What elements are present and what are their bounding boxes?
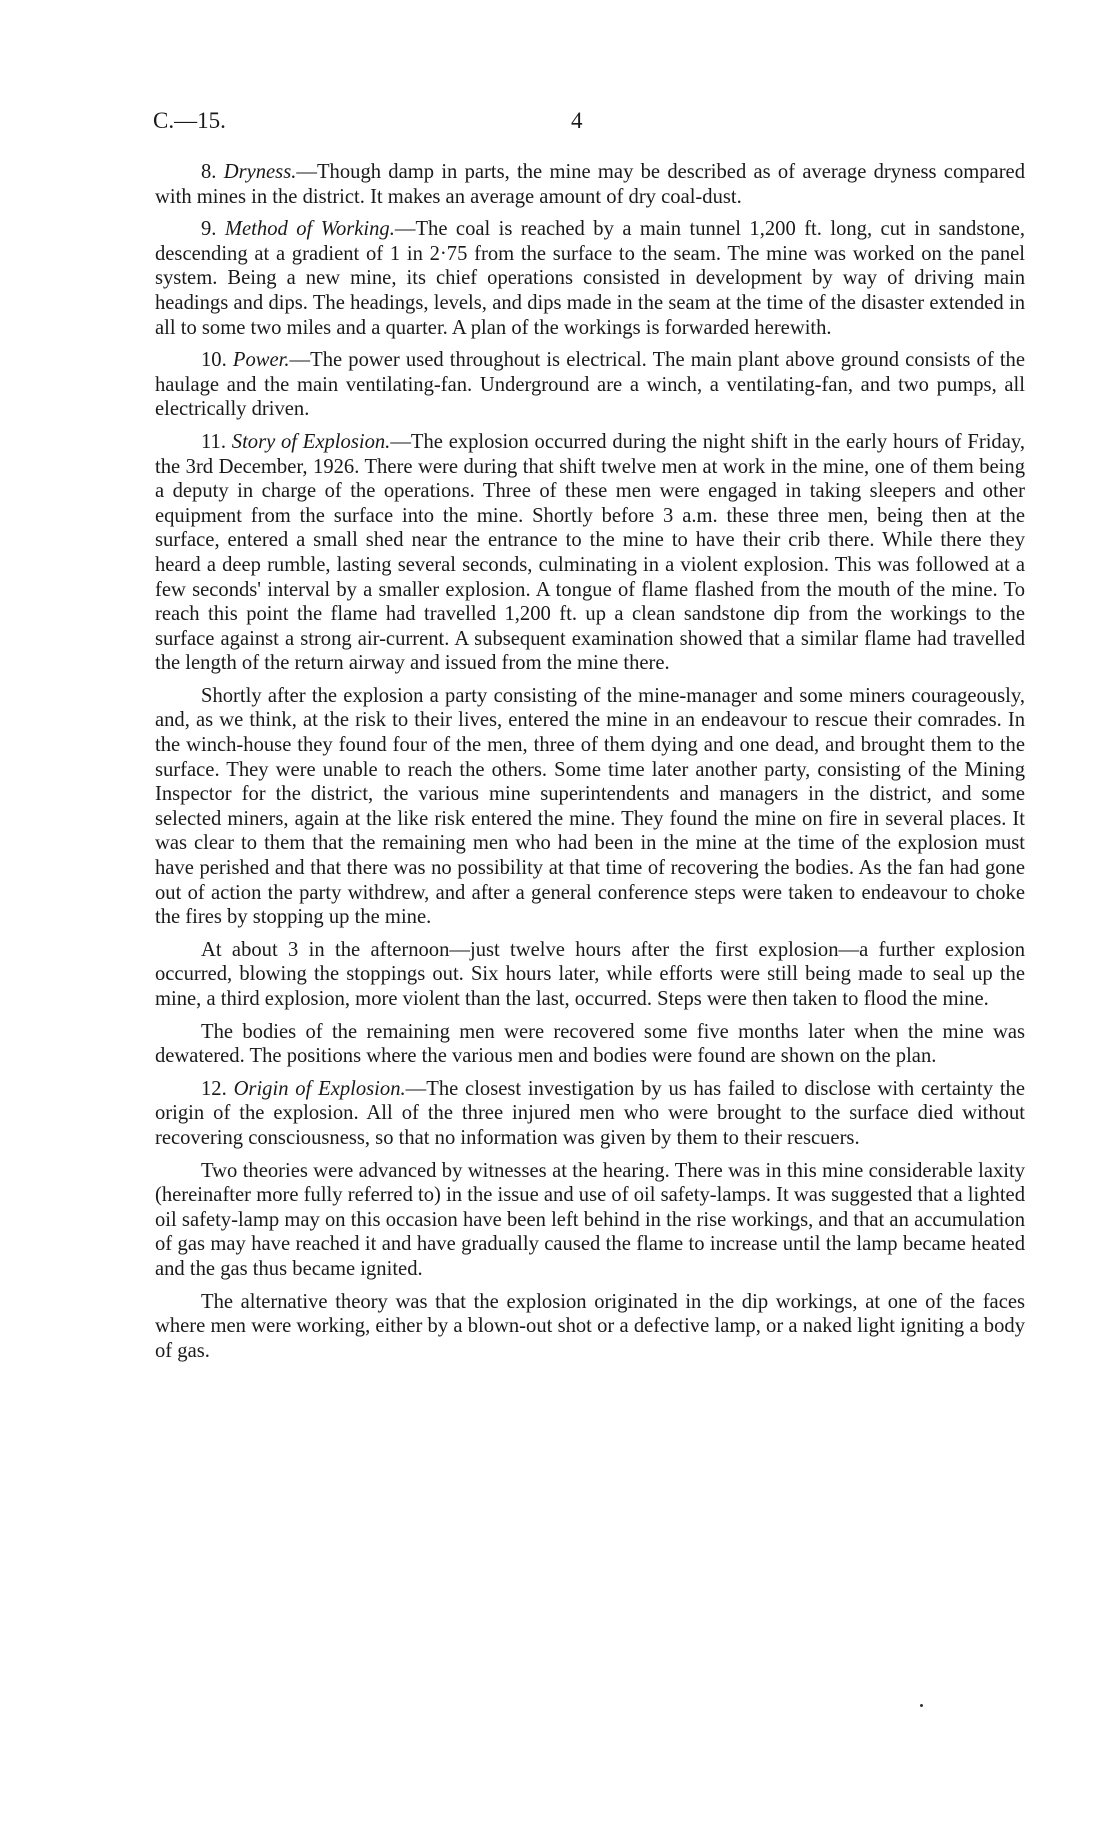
paragraph-dryness bbox=[155, 160, 1025, 209]
section-number: 12. bbox=[201, 1077, 227, 1100]
paragraph-text: —The power used throughout is electrical. The main plant above ground consists of the haulage and the main ventilating-fan. Underground are a winch, a ventilating-fan, and two pumps, all electrically driven. bbox=[155, 349, 1025, 421]
paragraph-text: At about 3 in the afternoon—just twelve hours after the first explosion—a further explosion occurred, blowing the stoppings out. Six hours later, while efforts were still being made to seal up the mine, a third explosion, more violent than the last, occurred. Steps were then taken to flood the mine. bbox=[155, 938, 1025, 1010]
section-number: 9. bbox=[201, 218, 217, 241]
section-number: 10. bbox=[201, 349, 227, 372]
section-heading: Power. bbox=[232, 349, 290, 372]
document-reference: C.—15. bbox=[153, 108, 226, 133]
paragraph-bodies-recovered bbox=[155, 1020, 1025, 1069]
section-heading: Story of Explosion. bbox=[231, 430, 391, 453]
paragraph-power bbox=[155, 348, 1025, 422]
page-header bbox=[153, 108, 983, 138]
paragraph-method-of-working bbox=[155, 217, 1025, 340]
document-body bbox=[155, 160, 1025, 1371]
paragraph-text: —Though damp in parts, the mine may be described as of average dryness compared with mines in the district. It makes an average amount of dry coal-dust. bbox=[155, 161, 1025, 208]
paragraph-story-of-explosion bbox=[155, 430, 1025, 676]
section-number: 11. bbox=[201, 430, 226, 453]
paragraph-text: The bodies of the remaining men were recovered some five months later when the mine was dewatered. The positions where the various men and bodies were found are shown on the plan. bbox=[155, 1020, 1025, 1068]
paragraph-text: —The explosion occurred during the night shift in the early hours of Friday, the 3rd December, 1926. There were during that shift twelve men at work in the mine, one of them being a deputy in charge of the operations. Three of these men were engaged in taking sleepers and other equipment from the surface into the mine. Shortly before 3 a.m. these three men, being then at the surface, entered a small shed near the entrance to the mine to have their crib there. While there they heard a deep rumble, lasting several seconds, culminating in a violent explosion. This was followed at a few seconds' interval by a smaller explosion. A tongue of flame flashed from the mouth of the mine. To reach this point the flame had travelled 1,200 ft. up a clean sandstone dip from the workings to the surface against a strong air-current. A subsequent examination showed that a similar flame had travelled the length of the return airway and issued from the mine there. bbox=[155, 430, 1025, 675]
paragraph-rescue-attempt bbox=[155, 684, 1025, 930]
page-number: 4 bbox=[571, 108, 583, 133]
section-heading: Method of Working. bbox=[224, 218, 395, 241]
paragraph-origin-of-explosion bbox=[155, 1077, 1025, 1151]
paragraph-text: Two theories were advanced by witnesses at the hearing. There was in this mine considerable laxity (hereinafter more fully referred to) in the issue and use of oil safety-lamps. It was suggested that a lighted oil safety-lamp may on this occasion have been left behind in the rise workings, and that an accumulation of gas may have reached it and have gradually caused the flame to increase until the lamp became heated and the gas thus became ignited. bbox=[155, 1159, 1025, 1280]
paragraph-text: —The coal is reached by a main tunnel 1,200 ft. long, cut in sandstone, descending at a gradient of 1 in 2·75 from the surface to the seam. The mine was worked on the panel system. Being a new mine, its chief operations consisted in development by way of driving main headings and dips. The headings, levels, and dips made in the seam at the time of the disaster extended in all to some two miles and a quarter. A plan of the workings is forwarded herewith. bbox=[155, 218, 1025, 339]
paragraph-two-theories bbox=[155, 1159, 1025, 1282]
section-heading: Dryness. bbox=[223, 161, 297, 183]
paragraph-text: Shortly after the explosion a party consisting of the mine-manager and some miners courageously, and, as we think, at the risk to their lives, entered the mine in an endeavour to rescue their comrades. In the winch-house they found four of the men, three of them dying and one dead, and brought them to the surface. They were unable to reach the others. Some time later another party, consisting of the Mining Inspector for the district, the various mine superintendents and managers in the district, and some selected miners, again at the like risk entered the mine. They found the mine on fire in several places. It was clear to them that the remaining men who had been in the mine at the time of the explosion must have perished and that there was no possibility at that time of recovering the bodies. As the fan had gone out of action the party withdrew, and after a general conference steps were taken to endeavour to choke the fires by stopping up the mine. bbox=[155, 684, 1025, 929]
paragraph-further-explosions bbox=[155, 938, 1025, 1012]
stray-mark bbox=[920, 1704, 923, 1707]
paragraph-text: The alternative theory was that the explosion originated in the dip workings, at one of the faces where men were working, either by a blown-out shot or a defective lamp, or a naked light igniting a body of gas. bbox=[155, 1290, 1025, 1362]
section-number: 8. bbox=[201, 161, 217, 183]
section-heading: Origin of Explosion. bbox=[233, 1077, 406, 1100]
paragraph-alternative-theory bbox=[155, 1290, 1025, 1364]
paragraph-text: —The closest investigation by us has failed to disclose with certainty the origin of the explosion. All of the three injured men who were brought to the surface died without recovering consciousness, so that no information was given by them to their rescuers. bbox=[155, 1077, 1025, 1149]
